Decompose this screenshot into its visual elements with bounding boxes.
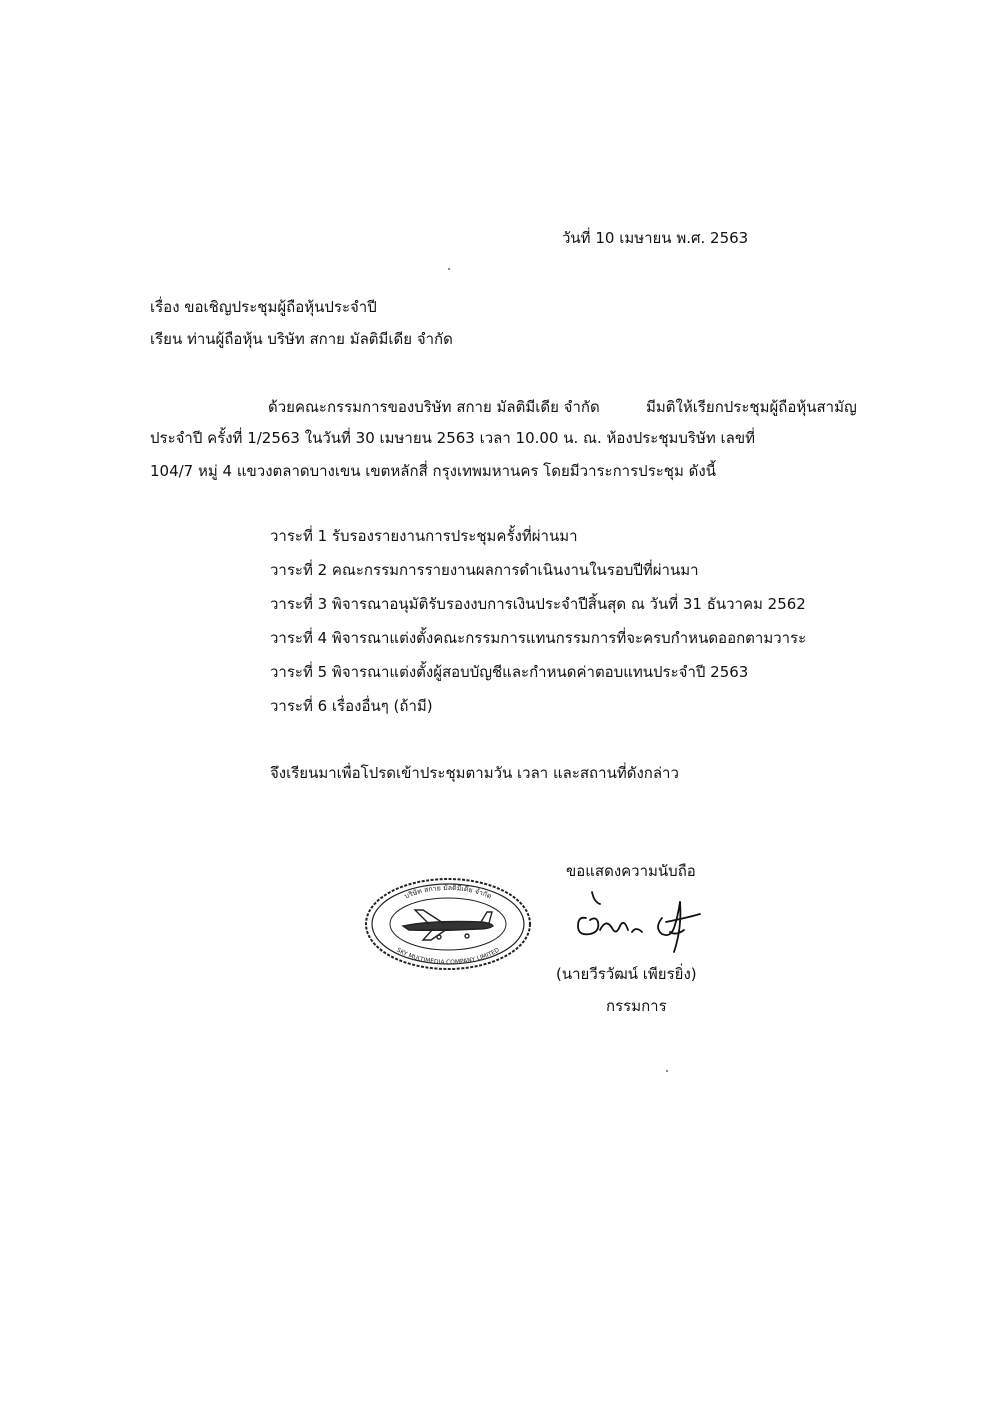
letter-recipient: เรียน ท่านผู้ถือหุ้น บริษัท สกาย มัลติมีเดีย จำกัด xyxy=(150,330,453,348)
scan-speck xyxy=(448,268,450,270)
seal-top-text: บริษัท สกาย มัลติมีเดีย จำกัด xyxy=(403,883,493,901)
agenda-item: วาระที่ 3 พิจารณาอนุมัติรับรองงบการเงินประจำปีสิ้นสุด ณ วันที่ 31 ธันวาคม 2562 xyxy=(270,595,806,613)
company-seal xyxy=(363,876,533,972)
agenda-item: วาระที่ 5 พิจารณาแต่งตั้งผู้สอบบัญชีและกำหนดค่าตอบแทนประจำปี 2563 xyxy=(270,663,749,681)
body-line-1-left: ด้วยคณะกรรมการของบริษัท สกาย มัลติมีเดีย จำกัด xyxy=(268,398,600,416)
letter-date: วันที่ 10 เมษายน พ.ศ. 2563 xyxy=(562,229,749,247)
agenda-list xyxy=(270,525,806,729)
signer-name: (นายวีรวัฒน์ เพียรยิ่ง) xyxy=(556,965,697,983)
agenda-item: วาระที่ 2 คณะกรรมการรายงานผลการดำเนินงานในรอบปีที่ผ่านมา xyxy=(270,561,699,579)
agenda-item: วาระที่ 1 รับรองรายงานการประชุมครั้งที่ผ่านมา xyxy=(270,527,578,545)
closing-text: จึงเรียนมาเพื่อโปรดเข้าประชุมตามวัน เวลา และสถานที่ดังกล่าว xyxy=(270,764,679,782)
regards-text: ขอแสดงความนับถือ xyxy=(566,862,696,880)
body-line-2: ประจำปี ครั้งที่ 1/2563 ในวันที่ 30 เมษายน 2563 เวลา 10.00 น. ณ. ห้องประชุมบริษัท เลขที่ xyxy=(150,429,755,447)
body-line-1 xyxy=(268,396,890,418)
agenda-item: วาระที่ 4 พิจารณาแต่งตั้งคณะกรรมการแทนกรรมการที่จะครบกำหนดออกตามวาระ xyxy=(270,629,807,647)
seal-bottom-text: SKY MULTIMEDIA COMPANY LIMITED xyxy=(395,946,501,967)
airplane-icon xyxy=(403,910,493,940)
scan-speck xyxy=(666,1070,668,1072)
letter-subject: เรื่อง ขอเชิญประชุมผู้ถือหุ้นประจำปี xyxy=(150,298,377,316)
agenda-item: วาระที่ 6 เรื่องอื่นๆ (ถ้ามี) xyxy=(270,697,433,715)
signer-title: กรรมการ xyxy=(606,997,667,1015)
signature xyxy=(570,888,710,960)
body-line-3: 104/7 หมู่ 4 แขวงตลาดบางเขน เขตหลักสี่ กรุงเทพมหานคร โดยมีวาระการประชุม ดังนี้ xyxy=(150,462,716,480)
body-line-1-right: มีมติให้เรียกประชุมผู้ถือหุ้นสามัญ xyxy=(646,398,857,416)
